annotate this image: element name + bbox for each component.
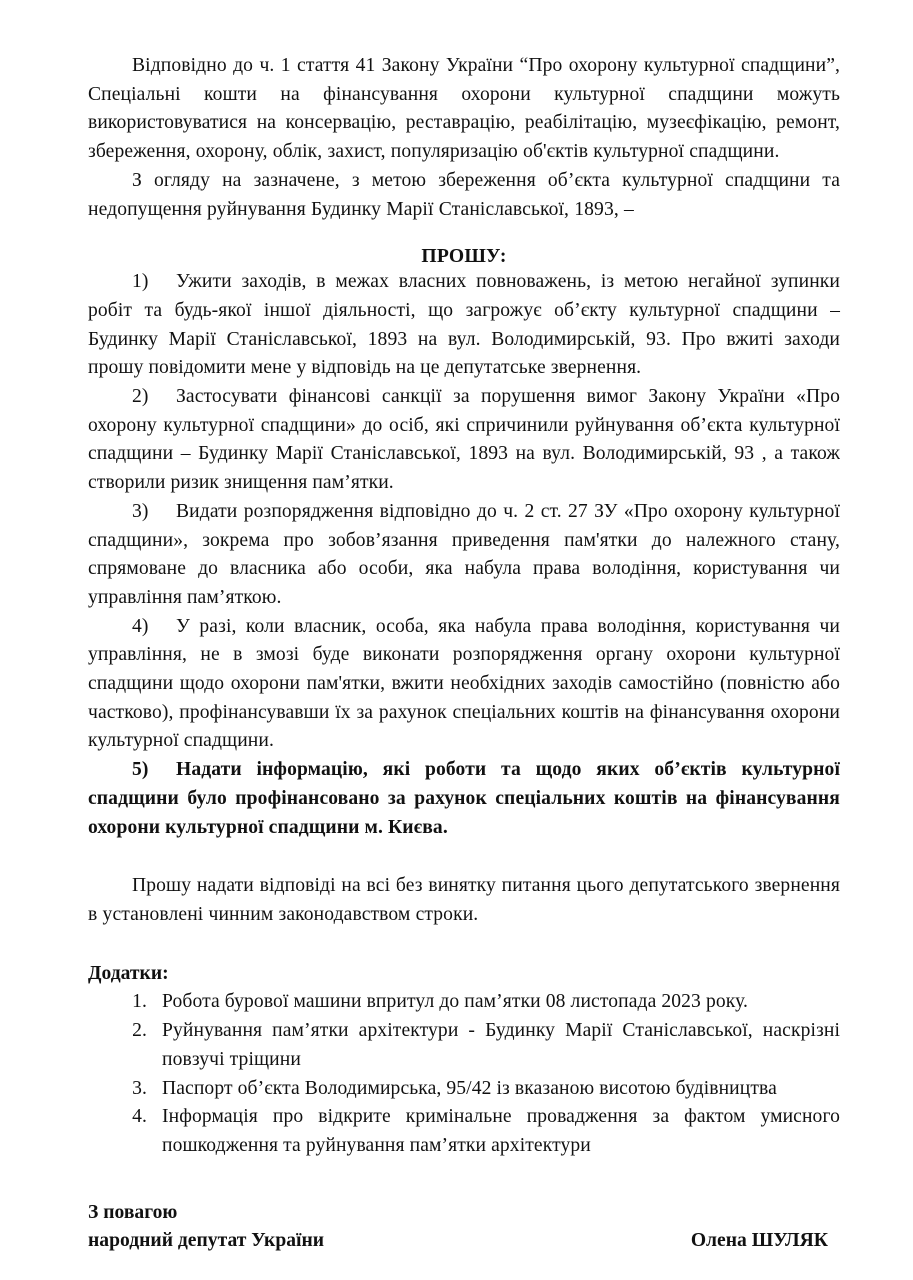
spacer-before-signature <box>88 1161 840 1199</box>
signature-position: народний депутат України <box>88 1230 325 1252</box>
request-item-4-number: 4) <box>132 615 149 637</box>
request-item-5 <box>88 756 840 842</box>
request-item-1-text: Ужити заходів, в межах власних повноважень, із метою негайної зупинки робіт та будь-якої іншої діяльності, що загрожує об’єкту культурної спадщини – Будинку Марії Станіславської, 1893 на вул. Володимирській, 93. Про вжиті заходи прошу повідомити мене у відповідь на це депутатське звернення. <box>88 271 840 379</box>
attachments-title: Додатки: <box>88 962 169 984</box>
request-item-4 <box>88 613 840 757</box>
attachment-item: 3. Паспорт об’єкта Володимирська, 95/42 із вказаною висотою будівництва <box>152 1075 840 1104</box>
request-item-1 <box>88 268 840 383</box>
request-item-3-text: Видати розпорядження відповідно до ч. 2 ст. 27 ЗУ «Про охорону культурної спадщини», зокрема про зобов’язання приведення пам'ятки до належного стану, спрямоване до власника або особи, яка набула права володіння, користування чи управління пам’яткою. <box>88 500 840 608</box>
spacer-before-heading <box>88 224 840 246</box>
signature-name: Олена ШУЛЯК <box>690 1230 828 1252</box>
signature-regards: З повагою <box>88 1201 178 1223</box>
request-item-3-number: 3) <box>132 500 149 522</box>
request-item-1-number: 1) <box>132 271 149 293</box>
intro-paragraph-1: Відповідно до ч. 1 стаття 41 Закону України “Про охорону культурної спадщини”, Спеціальні кошти на фінансування охорони культурної спадщини можуть використовуватися на консервацію, реставрацію, реабілітацію, музеєфікацію, ремонт, збереження, охорону, облік, захист, популяризацію об'єктів культурної спадщини. <box>88 55 840 163</box>
attachments-list <box>88 988 840 1160</box>
request-item-5-text: Надати інформацію, які роботи та щодо яких об’єктів культурної спадщини було профінансовано за рахунок спеціальних коштів на фінансування охорони культурної спадщини м. Києва. <box>88 759 840 838</box>
intro-paragraph-2: З огляду на зазначене, з метою збереження об’єкта культурної спадщини та недопущення руйнування Будинку Марії Станіславської, 1893, – <box>88 169 840 220</box>
attachment-item: 4. Інформація про відкрите кримінальне провадження за фактом умисного пошкодження та руйнування пам’ятки архітектури <box>152 1103 840 1160</box>
document-body <box>88 52 840 1256</box>
request-item-2 <box>88 383 840 498</box>
signature-row <box>88 1227 840 1256</box>
spacer-before-attachments <box>88 930 840 960</box>
request-item-3 <box>88 498 840 613</box>
spacer-before-closing <box>88 842 840 872</box>
request-item-4-text: У разі, коли власник, особа, яка набула права володіння, користування чи управління, не в змозі буде виконати розпорядження органу охорони культурної спадщини щодо охорони пам'ятки, вжити необхідних заходів самостійно (повністю або частково), профінансувавши їх за рахунок спеціальних коштів на фінансування охорони культурної спадщини. <box>88 615 840 752</box>
request-heading: ПРОШУ: <box>421 246 507 268</box>
attachment-item: 2. Руйнування пам’ятки архітектури - Будинку Марії Станіславської, наскрізні повзучі тріщини <box>152 1017 840 1074</box>
request-item-5-number: 5) <box>132 759 149 781</box>
closing-paragraph: Прошу надати відповіді на всі без винятку питання цього депутатського звернення в установлені чинним законодавством строки. <box>88 875 840 925</box>
request-item-2-number: 2) <box>132 386 149 408</box>
request-item-2-text: Застосувати фінансові санкції за порушення вимог Закону України «Про охорону культурної спадщини» до осіб, які спричинили руйнування об’єкта культурної спадщини – Будинку Марії Станіславської, 1893 на вул. Володимирській, 93 , а також створили ризик знищення пам’ятки. <box>88 386 840 494</box>
attachment-item: 1. Робота бурової машини впритул до пам’ятки 08 листопада 2023 року. <box>152 988 840 1017</box>
